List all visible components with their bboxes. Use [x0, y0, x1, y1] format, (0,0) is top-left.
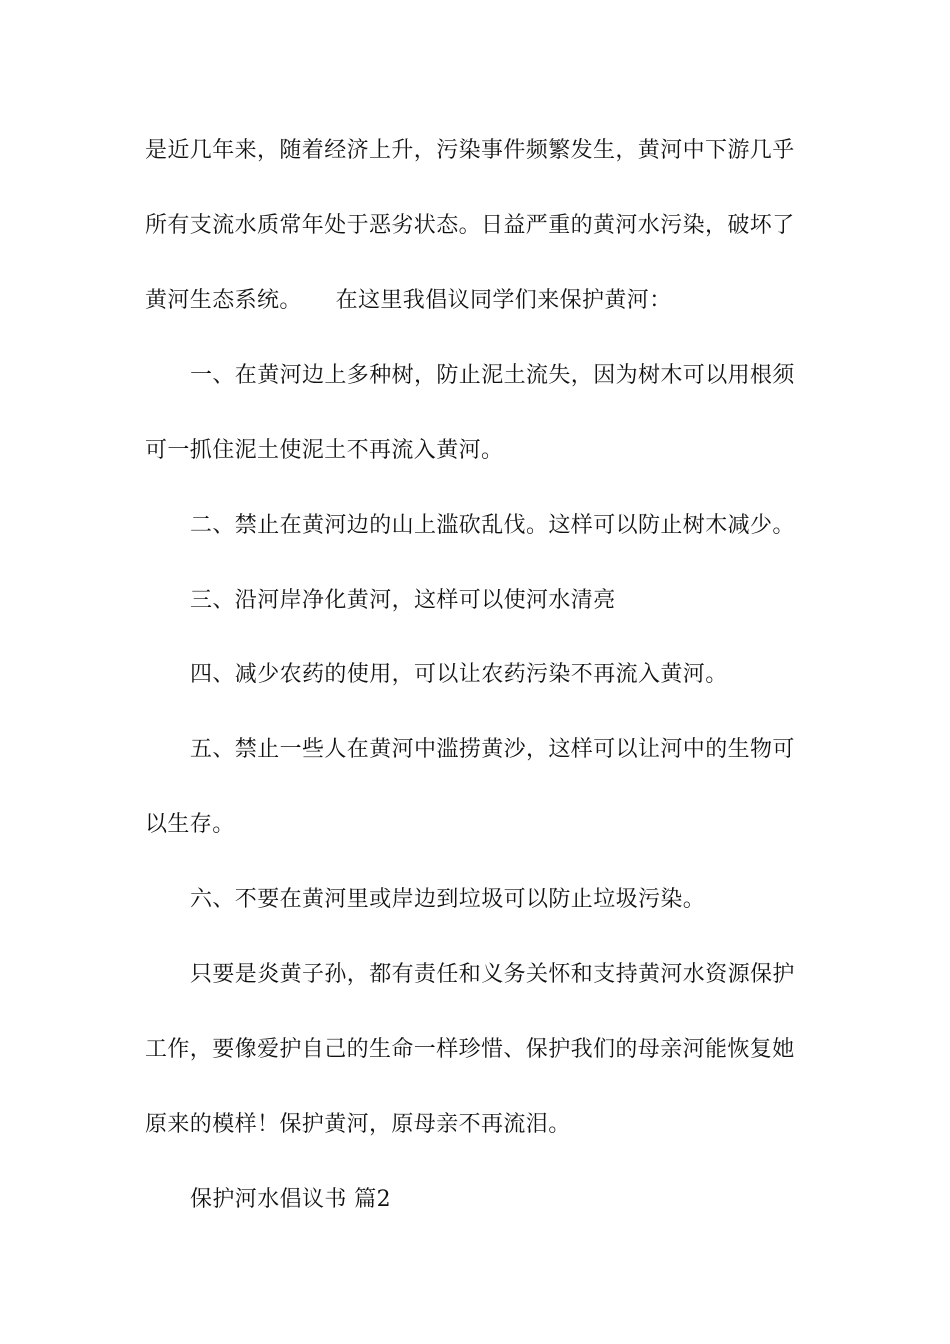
- section-heading: 保护河水倡议书 篇2: [190, 1187, 391, 1212]
- closing-paragraph-line-1: 只要是炎黄子孙，都有责任和义务关怀和支持黄河水资源保护: [190, 962, 795, 987]
- list-item-2: 二、禁止在黄河边的山上滥砍乱伐。这样可以防止树木减少。: [190, 513, 795, 538]
- closing-paragraph-line-3: 原来的模样！保护黄河，原母亲不再流泪。: [145, 1112, 571, 1137]
- list-item-6: 六、不要在黄河里或岸边到垃圾可以防止垃圾污染。: [190, 887, 706, 912]
- paragraph-line: 黄河生态系统。 在这里我倡议同学们来保护黄河：: [145, 288, 672, 313]
- list-item-5-line-1: 五、禁止一些人在黄河中滥捞黄沙，这样可以让河中的生物可: [190, 737, 795, 762]
- list-item-1-line-2: 可一抓住泥土使泥土不再流入黄河。: [145, 438, 504, 463]
- paragraph-line: 所有支流水质常年处于恶劣状态。日益严重的黄河水污染，破坏了: [145, 213, 795, 238]
- list-item-5-line-2: 以生存。: [145, 812, 235, 837]
- list-item-4: 四、减少农药的使用，可以让农药污染不再流入黄河。: [190, 662, 728, 687]
- closing-paragraph-line-2: 工作，要像爱护自己的生命一样珍惜、保护我们的母亲河能恢复她: [145, 1037, 795, 1062]
- paragraph-line: 是近几年来，随着经济上升，污染事件频繁发生，黄河中下游几乎: [145, 138, 795, 163]
- list-item-3: 三、沿河岸净化黄河，这样可以使河水清亮: [190, 588, 616, 613]
- list-item-1-line-1: 一、在黄河边上多种树，防止泥土流失，因为树木可以用根须: [190, 363, 795, 388]
